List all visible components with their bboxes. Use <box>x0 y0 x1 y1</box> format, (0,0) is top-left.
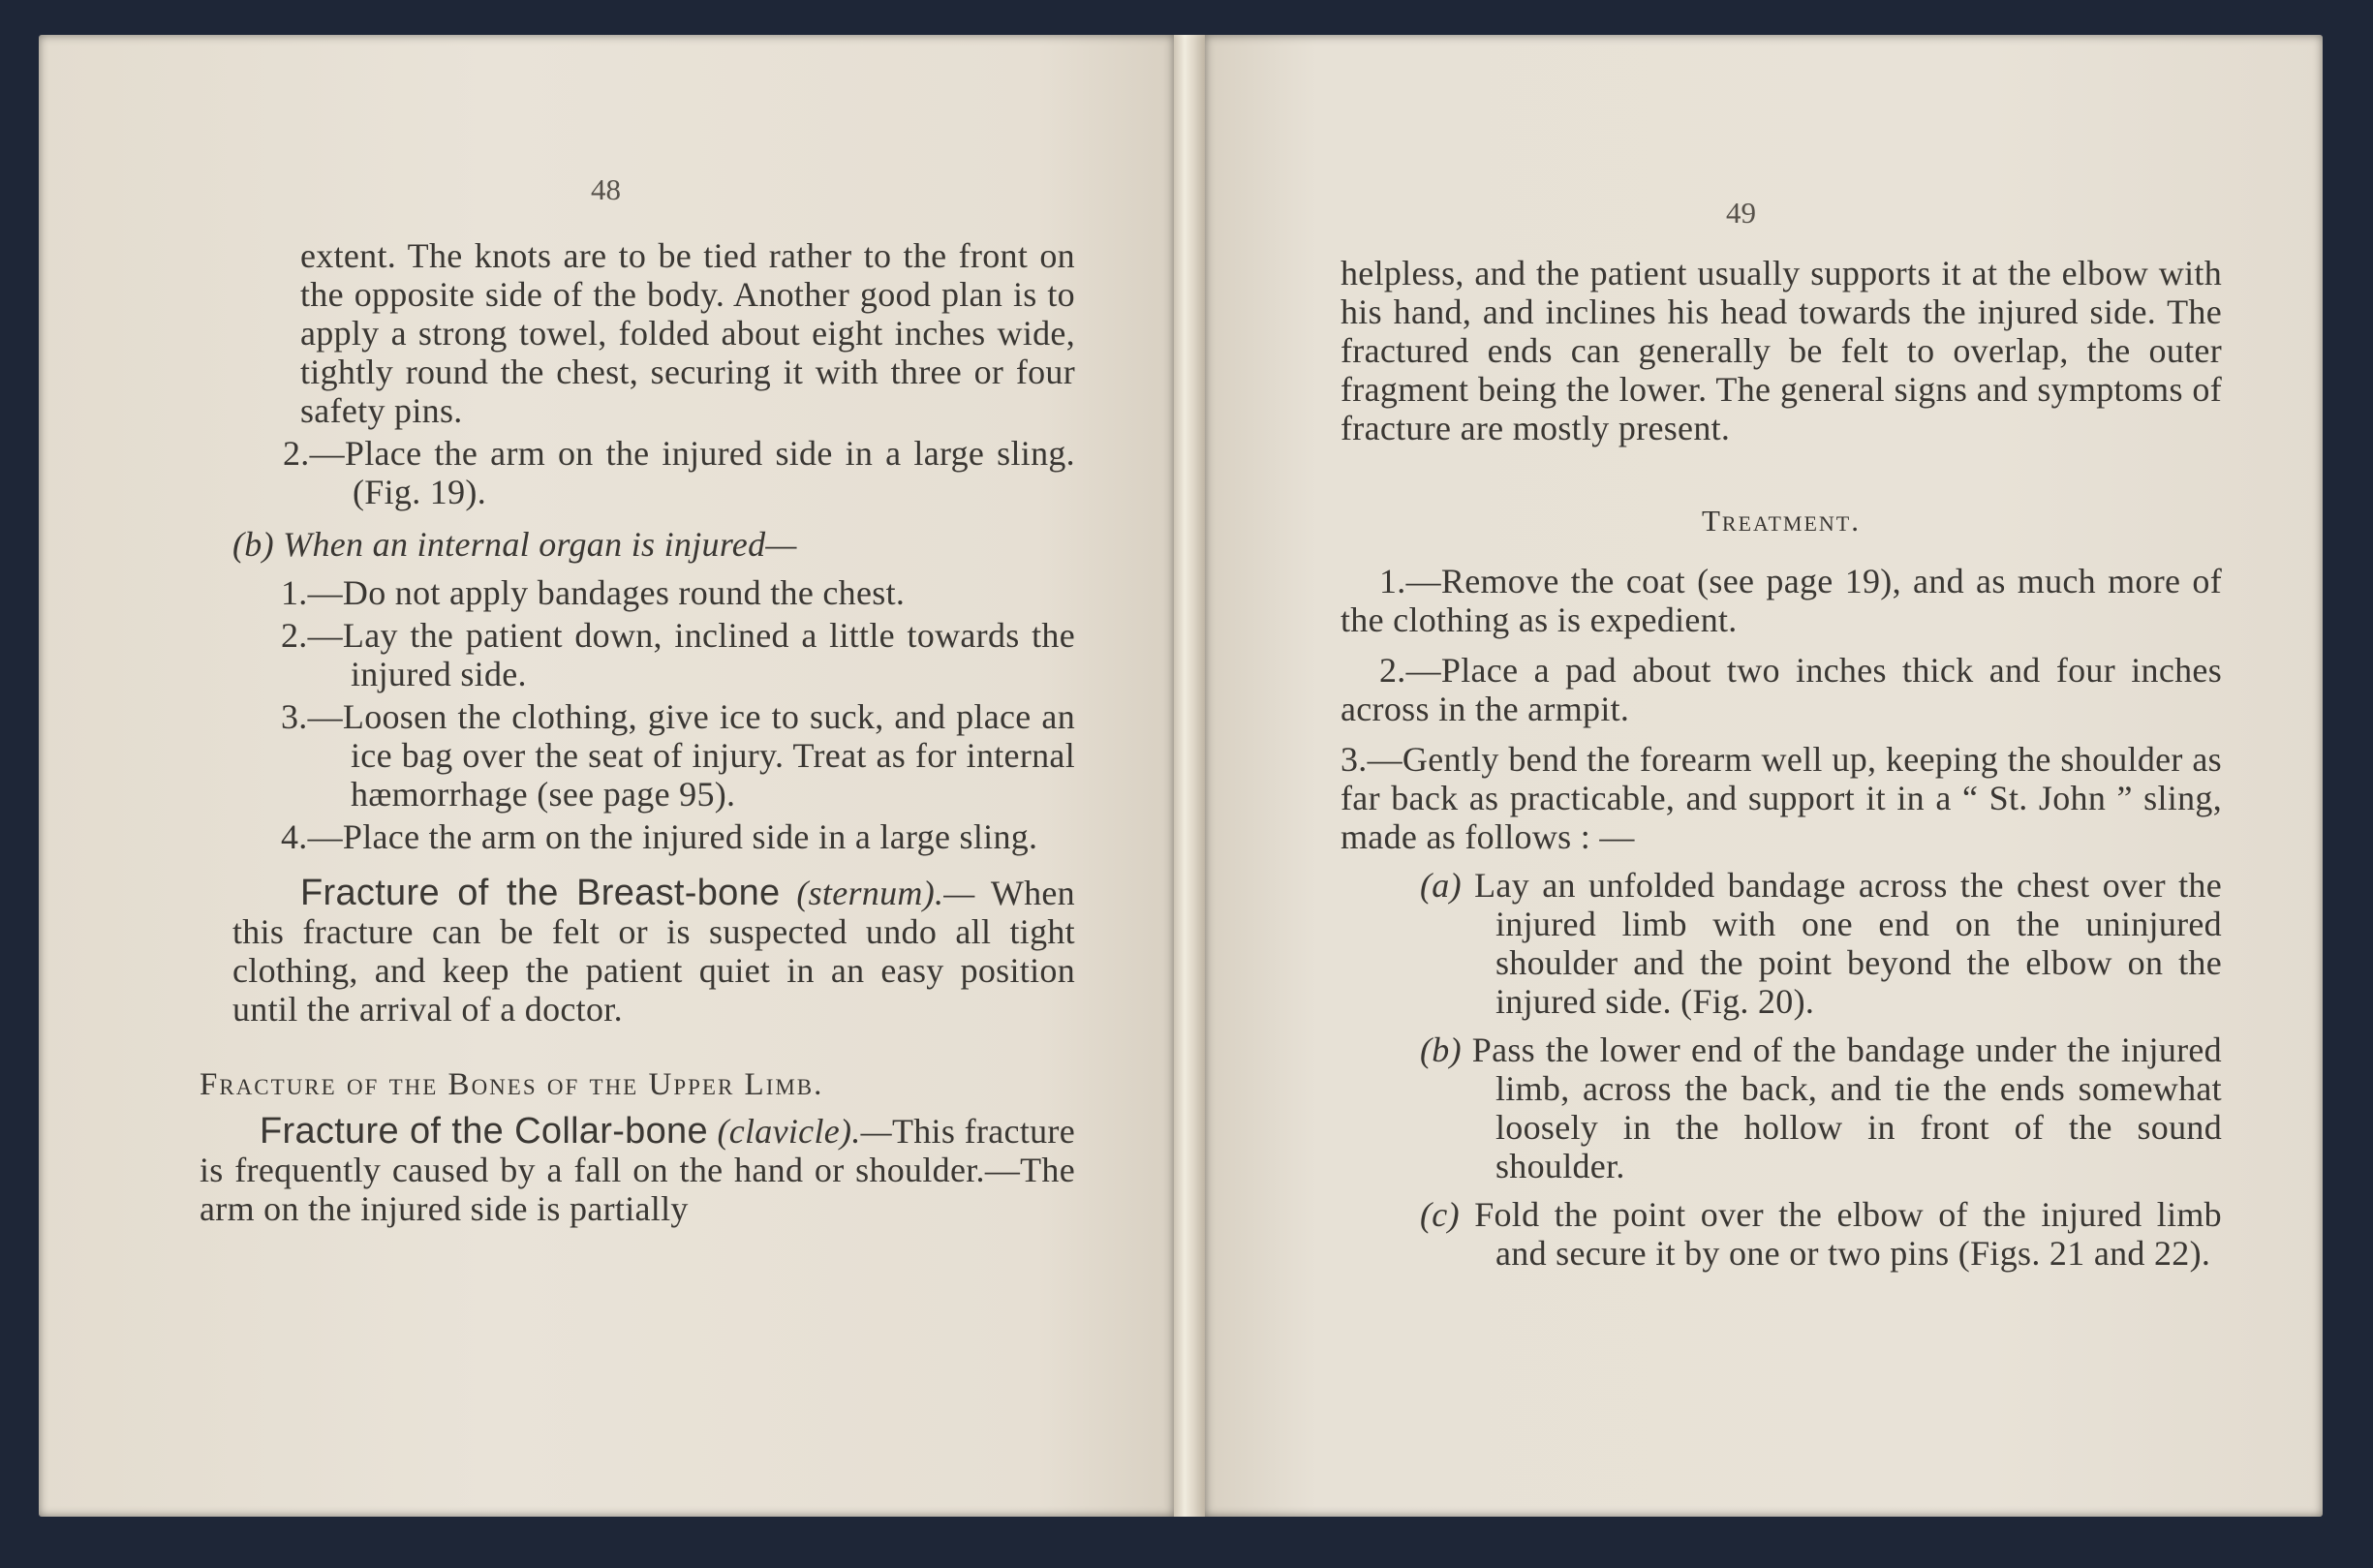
latin-term: (clavicle).— <box>717 1112 892 1151</box>
paragraph: helpless, and the patient usually supports it at the elbow with his hand, and inclines his head towards the injured side. The fractured ends can generally be felt to overlap, the outer fragment being the lower. The general signs and symptoms of fracture are mostly present. <box>1341 254 2222 447</box>
treatment-step: 3.—Gently bend the forearm well up, keeping the shoulder as far back as practicable, and support it in a “ St. John ” sling, made as follows : — <box>1341 740 2222 856</box>
book-gutter <box>1174 35 1205 1517</box>
step-text: Do not apply bandages round the chest. <box>342 573 906 612</box>
sub-step-text: Fold the point over the elbow of the injured limb and secure it by one or two pins (Figs. 21 and 22). <box>1474 1195 2222 1273</box>
step-text: Loosen the clothing, give ice to suck, and place an ice bag over the seat of injury. Treat as for internal hæmorrhage (see page 95). <box>342 697 1075 814</box>
step-number: 2.— <box>281 616 343 655</box>
sub-step-label: (a) <box>1420 866 1462 905</box>
numbered-step <box>283 434 1075 511</box>
sub-step-text: Lay an unfolded bandage across the chest over the injured limb with one end on the uninjured shoulder and the point beyond the elbow on the injured side. (Fig. 20). <box>1474 866 2222 1021</box>
page-number: 48 <box>591 172 621 206</box>
step-number: 4.— <box>281 817 343 856</box>
upper-limb-heading: Fracture of the Bones of the Upper Limb. <box>200 1067 824 1102</box>
step-number: 3.— <box>281 697 343 736</box>
step-text: Lay the patient down, inclined a little towards the injured side. <box>342 616 1075 693</box>
numbered-step <box>281 573 1075 612</box>
treatment-step: 1.—Remove the coat (see page 19), and as much more of the clothing as is expedient. <box>1341 562 2222 639</box>
sub-step <box>1341 866 2222 1021</box>
section-heading: (b) When an internal organ is injured— <box>232 525 797 564</box>
left-page-text <box>200 236 1075 1228</box>
collarbone-paragraph <box>200 1112 1075 1228</box>
sub-step <box>1341 1195 2222 1273</box>
step-number: 1.— <box>281 573 343 612</box>
treatment-step: 2.—Place a pad about two inches thick and four inches across in the armpit. <box>1341 651 2222 728</box>
numbered-step <box>281 817 1075 856</box>
right-page <box>1205 35 2323 1517</box>
step-number: 2.— <box>283 434 345 473</box>
sub-step-label: (c) <box>1420 1195 1460 1234</box>
paragraph-text: When this fracture can be felt or is suspected undo all tight clothing, and keep the patient quiet in an easy position until the arrival of a doctor. <box>232 874 1075 1029</box>
page-number: 49 <box>1726 196 1756 230</box>
treatment-heading: Treatment. <box>1701 504 1861 538</box>
book-spread <box>39 35 2323 1517</box>
paragraph-text: This fracture is frequently caused by a fall on the hand or shoulder.—The arm on the injured side is partially <box>200 1112 1075 1228</box>
collarbone-heading: Fracture of the Collar-bone <box>260 1111 708 1152</box>
latin-term: (sternum).— <box>796 874 975 912</box>
sub-step-text: Pass the lower end of the bandage under the injured limb, across the back, and tie the ends somewhat loosely in the hollow in front of the sound shoulder. <box>1471 1030 2222 1185</box>
sub-step-label: (b) <box>1420 1030 1462 1069</box>
step-text: Place the arm on the injured side in a large sling. (Fig. 19). <box>344 434 1075 511</box>
right-page-text <box>1341 254 2222 1276</box>
numbered-step <box>281 697 1075 814</box>
sub-step <box>1341 1030 2222 1185</box>
numbered-step <box>281 616 1075 693</box>
breastbone-heading: Fracture of the Breast-bone <box>300 873 781 913</box>
paragraph: extent. The knots are to be tied rather to the front on the opposite side of the body. Another good plan is to apply a strong towel, folded about eight inches wide, tightly round the chest, securing it with three or four safety pins. <box>300 236 1075 430</box>
step-text: Place the arm on the injured side in a large sling. <box>342 817 1038 856</box>
breastbone-paragraph <box>232 874 1075 1029</box>
left-page <box>39 35 1174 1517</box>
